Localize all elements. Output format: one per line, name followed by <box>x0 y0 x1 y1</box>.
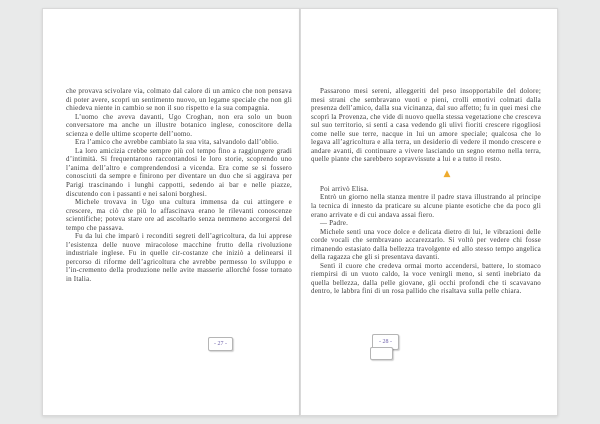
page-number-field-empty[interactable] <box>370 347 393 360</box>
paragraph: Michele sentì una voce dolce e delicata dietro di lui, le vibrazioni delle corde vocali che sembravano accarezzarlo. Si voltò per vedere chi fosse rimanendo estasiato dalla bellezza travolgente ed allo stesso tempo angelica della ragazza che gli si presentava davanti. <box>311 227 541 262</box>
page-left <box>42 8 300 416</box>
paragraph: L’uomo che aveva davanti, Ugo Croghan, non era solo un buon conversatore ma anche un illustre botanico inglese, conoscitore della scienza e delle ultime scoperte dell’uomo. <box>66 112 292 138</box>
paragraph: — Padre. <box>320 219 349 228</box>
paragraph: Passarono mesi sereni, alleggeriti del peso insopportabile del dolore; mesi strani che sembravano vuoti e pieni, crolli emotivi colmati dalla presenza dell’amico, dalla sua vicinanza, dal suo affetto; fu in quei mesi che scoprì la Provenza, che vide di nuovo quella stessa vegetazione che cresceva sul suo territorio, si sentì a casa vedendo gli ulivi fioriti crescere rigogliosi come nelle sue terre, nacque in lui un amore speciale; qualcosa che lo legava all’agricoltura e alla terra, un desiderio di vedere il mondo crescere e andare avanti, di continuare a vivere lasciando un segno eterno nella terra, quelle piante che sarebbero sopravvissute a lui e a tutto il resto. <box>311 87 541 164</box>
paragraph: Fu da lui che imparò i reconditi segreti dell’agricoltura, da lui apprese l’esistenza delle nuove miracolose macchine frutto della rivoluzione industriale inglese. Fu in quelle cir-costanze che iniziò a delinearsi il percorso di riforme dell’agricoltura che avrebbe permesso lo sviluppo e l’in-cremento della produzione nelle avite masserie allorché fosse tornato in Italia. <box>66 232 292 284</box>
paragraph: La loro amicizia crebbe sempre più col tempo fino a raggiungere gradi d’intimità. Si frequentarono raccontandosi le loro storie, scoprendo uno l’anima dell’altro e comprendendosi a vicenda. Era come se si fossero conosciuti da sempre e finirono per diventare un duo che si aggirava per Parigi trascinando i lunghi cappotti, sedendo ai bar e nelle piazze, discutendo con i passanti e nei saloni borghesi. <box>66 146 292 198</box>
page-number-field-left[interactable]: - 27 - <box>208 337 233 351</box>
paragraph: Michele trovava in Ugo una cultura immensa da cui attingere e crescere, ma ciò che più lo affascinava erano le rilevanti conoscenze scientifiche; poteva stare ore ad ascoltarlo senza nemmeno accorgersi del tempo che passava. <box>66 198 292 232</box>
scene-break-triangle-icon: ▲ <box>443 168 451 179</box>
page-number-field-right[interactable]: - 28 - <box>372 334 399 350</box>
paragraph: Era l’amico che avrebbe cambiato la sua vita, salvandolo dall’oblio. <box>75 138 279 147</box>
paragraph: Sentì il cuore che credeva ormai morto accendersi, battere, lo stomaco riempirsi di un vuoto caldo, la voce venirgli meno, si sentì inebriato da quella bellezza, dalla pelle giovane, gli occhi profondi che ti scavavano dentro, le labbra fini di un rosa pallido che risaltava sulla pelle chiara. <box>311 261 541 296</box>
page-right <box>300 8 558 416</box>
paragraph: Entrò un giorno nella stanza mentre il padre stava illustrando al principe la tecnica di innesto da praticare su alcune piante esotiche che da poco gli erano arrivate e di cui andava assai fiero. <box>311 193 541 219</box>
paragraph: che provava scivolare via, colmato dal calore di un amico che non pensava di poter avere, scoprì un sentimento nuovo, un legame speciale che non gli chiedeva niente in cambio se non il suo rispetto e la sua compagnia. <box>66 87 292 113</box>
page-right-text <box>311 87 541 296</box>
page-left-text <box>66 87 292 284</box>
paragraph: Poi arrivò Elisa. <box>320 184 369 193</box>
